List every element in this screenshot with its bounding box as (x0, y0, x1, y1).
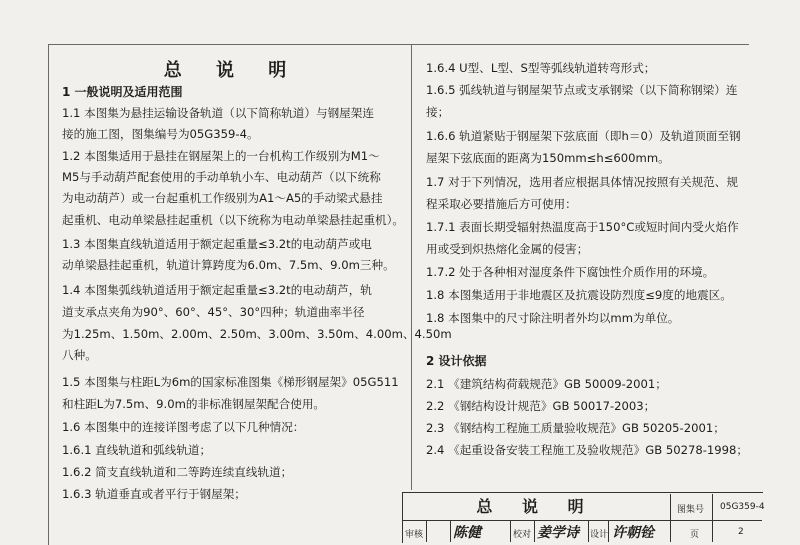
paragraph-line: 1.2 本图集适用于悬挂在钢屋架上的一台机构工作级别为M1～ (62, 149, 380, 163)
section-heading-2: 2 设计依据 (426, 354, 487, 368)
check-label: 校对 (513, 530, 532, 540)
paragraph-line: 程采取必要措施后方可使用： (426, 197, 577, 211)
paragraph-line: 1.8 本图集适用于非地震区及抗震设防烈度≤9度的地震区。 (426, 288, 732, 302)
atlas-number: 05G359-4 (720, 502, 765, 512)
design-signature: 许朝铨 (612, 525, 654, 541)
title-block-rule (426, 520, 427, 542)
review-label: 审核 (405, 530, 424, 540)
title-block-title: 总 说 明 (476, 497, 596, 516)
page-label: 页 (690, 530, 700, 540)
title-block-rule (588, 520, 589, 542)
paragraph-line: 1.1 本图集为悬挂运输设备轨道（以下简称轨道）与钢屋架连 (62, 106, 374, 120)
paragraph-line: 1.7.1 表面长期受辐射热温度高于150°C或短时间内受火焰作 (426, 220, 739, 234)
paragraph-line: 1.8 本图集中的尺寸除注明者外均以mm为单位。 (426, 311, 680, 325)
paragraph-line: 用或受到炽热熔化金属的侵害； (426, 242, 589, 256)
paragraph-line: 道支承点夹角为90°、60°、45°、30°四种；轨道曲率半径 (62, 305, 365, 319)
design-label: 设计 (590, 530, 609, 540)
review-signature: 陈健 (453, 525, 481, 541)
paragraph-line: 接； (426, 105, 450, 119)
paragraph-line: M5与手动葫芦配套使用的手动单轨小车、电动葫芦（以下统称 (62, 170, 381, 184)
page-number: 2 (738, 527, 744, 537)
paragraph-line: 1.6.1 直线轨道和弧线轨道； (62, 443, 212, 457)
paragraph-line: 接的施工图，图集编号为05G359-4。 (62, 127, 259, 141)
paragraph-line: 屋架下弦底面的距离为150mm≤h≤600mm。 (426, 151, 670, 165)
paragraph-line: 1.3 本图集直线轨道适用于额定起重量≤3.2t的电动葫芦或电 (62, 237, 372, 251)
paragraph-line: 八种。 (62, 348, 97, 362)
check-signature: 姜学诗 (537, 525, 579, 541)
section-heading-1: 1 一般说明及适用范围 (62, 85, 183, 99)
paragraph-line: 和柱距L为7.5m、9.0m的非标准钢屋架配合使用。 (62, 397, 326, 411)
paragraph-line: 为电动葫芦）或一台起重机工作级别为A1～A5的手动梁式悬挂 (62, 191, 383, 205)
title-block-rule (510, 520, 511, 542)
paragraph-line: 1.6.6 轨道紧贴于钢屋架下弦底面（即h＝0）及轨道顶面至钢 (426, 129, 741, 143)
paragraph-line: 为1.25m、1.50m、2.00m、2.50m、3.00m、3.50m、4.00m、4.50m (62, 327, 452, 341)
title-block-rule (608, 520, 609, 542)
atlas-number-label: 图集号 (677, 505, 705, 515)
paragraph-line: 1.4 本图集弧线轨道适用于额定起重量≤3.2t的电动葫芦，轨 (62, 283, 372, 297)
paragraph-line: 1.7 对于下列情况，选用者应根据具体情况按照有关规范、规 (426, 175, 738, 189)
paragraph-line: 2.3 《钢结构工程施工质量验收规范》GB 50205-2001； (426, 421, 725, 435)
document-title: 总 说 明 (163, 60, 301, 81)
paragraph-line: 2.1 《建筑结构荷载规范》GB 50009-2001； (426, 377, 667, 391)
paragraph-line: 1.6.5 弧线轨道与钢屋架节点或支承钢梁（以下简称钢梁）连 (426, 83, 738, 97)
title-block-rule (712, 494, 713, 542)
title-block-rule (670, 494, 671, 542)
paragraph-line: 2.4 《起重设备安装工程施工及验收规范》GB 50278-1998； (426, 443, 749, 457)
paragraph-line: 动单梁悬挂起重机，轨道计算跨度为6.0m、7.5m、9.0m三种。 (62, 258, 395, 272)
column-divider (411, 44, 412, 490)
paragraph-line: 1.6.2 简支直线轨道和二等跨连续直线轨道； (62, 465, 293, 479)
title-block-rule (534, 520, 535, 542)
paragraph-line: 1.7.2 处于各种相对湿度条件下腐蚀性介质作用的环境。 (426, 265, 715, 279)
paragraph-line: 起重机、电动单梁悬挂起重机（以下统称为电动单梁悬挂起重机）。 (62, 213, 405, 227)
paragraph-line: 1.6.3 轨道垂直或者平行于钢屋架； (62, 487, 246, 501)
paragraph-line: 1.5 本图集与柱距L为6m的国家标准图集《梯形钢屋架》05G511 (62, 375, 399, 389)
paragraph-line: 2.2 《钢结构设计规范》GB 50017-2003； (426, 399, 656, 413)
paragraph-line: 1.6.4 U型、L型、S型等弧线轨道转弯形式； (426, 61, 656, 75)
title-block-rule (402, 520, 762, 521)
paragraph-line: 1.6 本图集中的连接详图考虑了以下几种情况： (62, 420, 305, 434)
title-block-rule (450, 520, 451, 542)
